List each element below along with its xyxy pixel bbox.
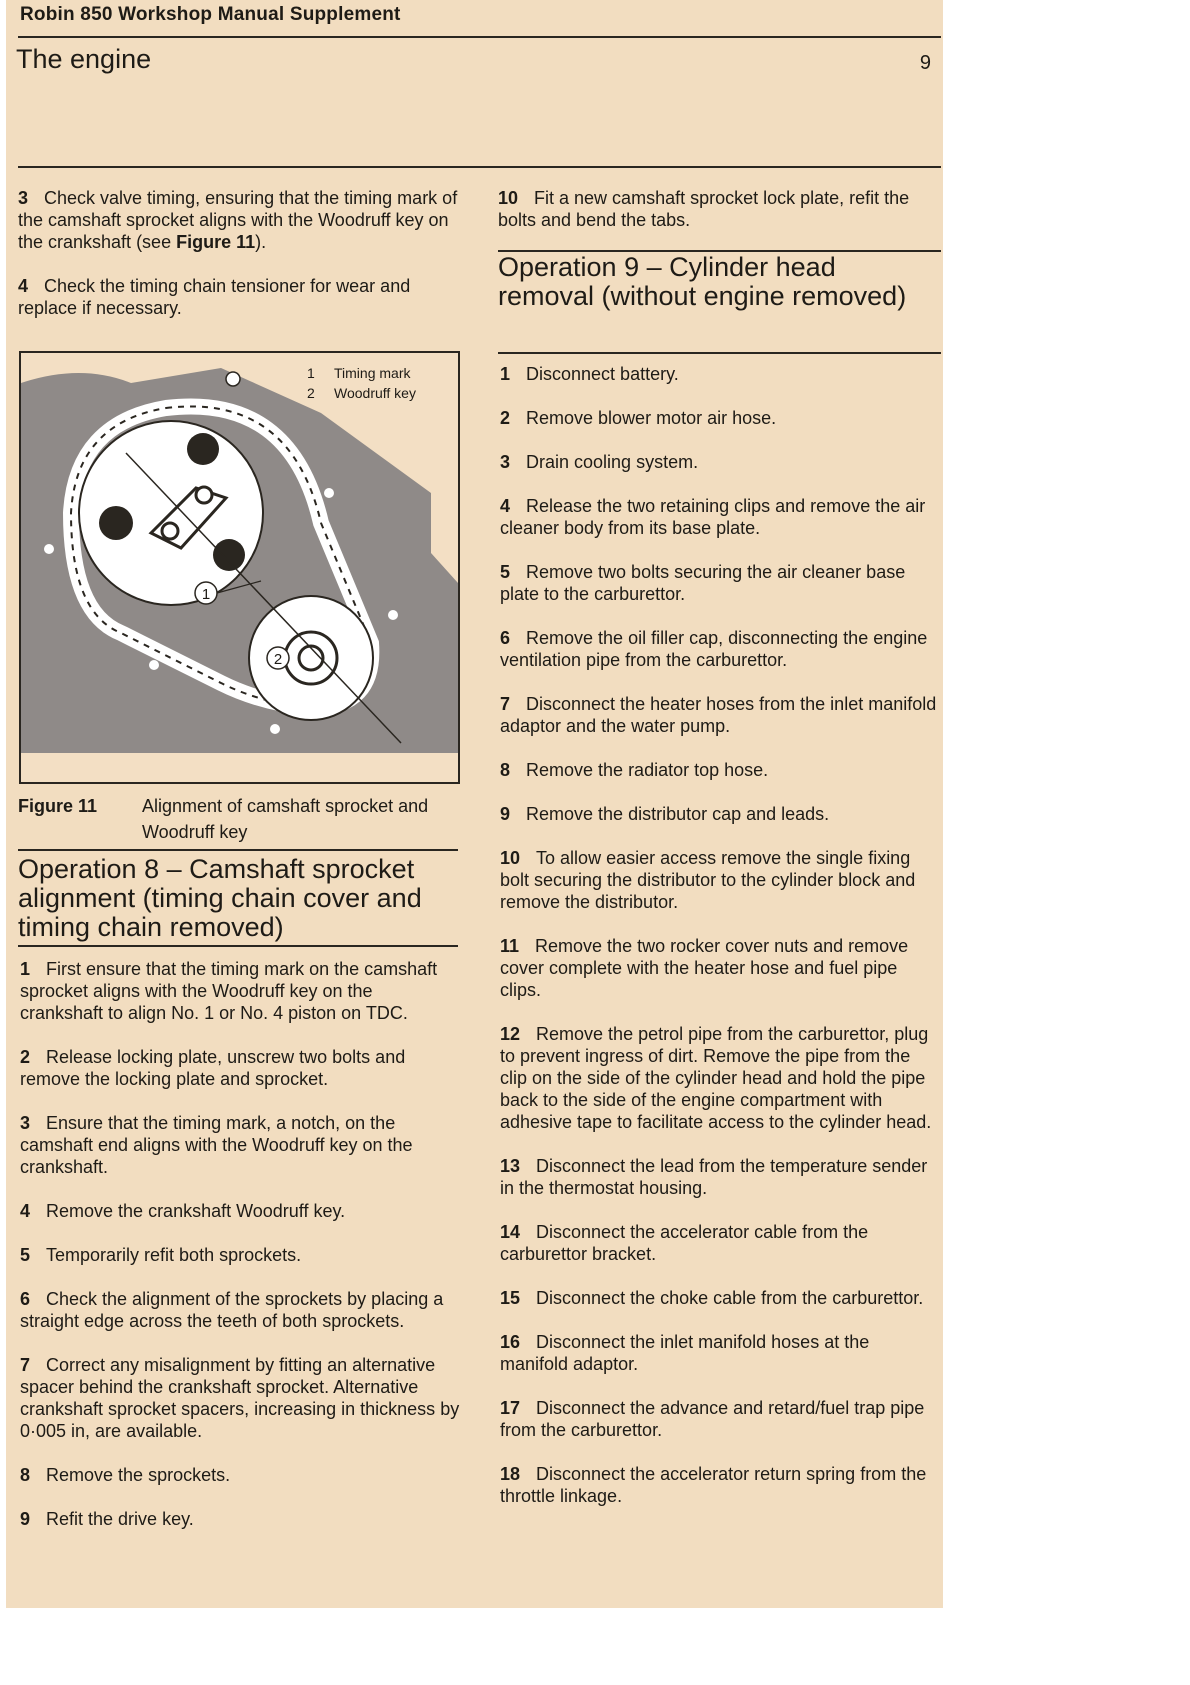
op9-step: 3 Drain cooling system. bbox=[500, 452, 699, 472]
left-intro bbox=[18, 187, 458, 319]
op8-step: 8 Remove the sprockets. bbox=[20, 1465, 231, 1485]
op9-step: 17 Disconnect the advance and retard/fuel trap pipe from the carburettor. bbox=[500, 1398, 925, 1440]
op8-step: 2 Release locking plate, unscrew two bolts and remove the locking plate and sprocket. bbox=[20, 1047, 406, 1089]
figure-label: Figure 11 bbox=[18, 796, 98, 816]
operation-9-title: Operation 9 – Cylinder head removal (without engine removed) bbox=[498, 252, 907, 311]
op9-step: 4 Release the two retaining clips and remove the air cleaner body from its base plate. bbox=[500, 496, 926, 538]
op8-step: 9 Refit the drive key. bbox=[20, 1509, 194, 1529]
op9-step: 8 Remove the radiator top hose. bbox=[500, 760, 769, 780]
op8-step: 7 Correct any misalignment by fitting an alternative spacer behind the crankshaft sprocket. Alternative crankshaft sprocket spacers, increasing in thickness by 0·005 in, are available. bbox=[20, 1355, 460, 1441]
left-step-4: 4 Check the timing chain tensioner for wear and replace if necessary. bbox=[18, 276, 411, 318]
op9-step: 7 Disconnect the heater hoses from the inlet manifold adaptor and the water pump. bbox=[500, 694, 937, 736]
op9-step: 10 To allow easier access remove the single fixing bolt securing the distributor to the cylinder block and remove the distributor. bbox=[500, 848, 916, 912]
op9-step: 18 Disconnect the accelerator return spring from the throttle linkage. bbox=[500, 1464, 927, 1506]
left-step-3: 3 Check valve timing, ensuring that the timing mark of the camshaft sprocket aligns with the Woodruff key on the crankshaft (see Figure 11). bbox=[18, 188, 458, 252]
timing-chain-diagram-icon bbox=[21, 353, 458, 782]
op9-step: 6 Remove the oil filler cap, disconnecting the engine ventilation pipe from the carburettor. bbox=[500, 628, 928, 670]
op8-step: 1 First ensure that the timing mark on the camshaft sprocket aligns with the Woodruff key on the crankshaft to align No. 1 or No. 4 piston on TDC. bbox=[20, 959, 438, 1023]
manual-title: Robin 850 Workshop Manual Supplement bbox=[20, 4, 401, 25]
operation-9 bbox=[498, 253, 938, 311]
op8-step: 6 Check the alignment of the sprockets by placing a straight edge across the teeth of both sprockets. bbox=[20, 1289, 444, 1331]
op9-step: 14 Disconnect the accelerator cable from the carburettor bracket. bbox=[500, 1222, 869, 1264]
op9-bottom-rule bbox=[498, 352, 941, 354]
op9-step: 13 Disconnect the lead from the temperature sender in the thermostat housing. bbox=[500, 1156, 928, 1198]
right-intro bbox=[498, 187, 938, 231]
op8-step: 5 Temporarily refit both sprockets. bbox=[20, 1245, 302, 1265]
figure-reference: Figure 11 bbox=[176, 232, 256, 252]
figure-11 bbox=[19, 351, 460, 784]
right-step-10: 10 Fit a new camshaft sprocket lock plate, refit the bolts and bend the tabs. bbox=[498, 188, 910, 230]
op8-step: 3 Ensure that the timing mark, a notch, on the camshaft end aligns with the Woodruff key on the crankshaft. bbox=[20, 1113, 413, 1177]
op9-step: 2 Remove blower motor air hose. bbox=[500, 408, 777, 428]
legend-item: 1 Timing mark bbox=[307, 365, 411, 381]
figure-caption-text: Alignment of camshaft sprocket and Woodruff key bbox=[142, 796, 429, 842]
op8-top-rule bbox=[18, 849, 458, 851]
callout-2: 2 bbox=[273, 651, 283, 668]
manual-page bbox=[6, 0, 943, 1608]
legend-item: 2 Woodruff key bbox=[307, 385, 416, 401]
op8-step: 4 Remove the crankshaft Woodruff key. bbox=[20, 1201, 346, 1221]
op9-step: 11 Remove the two rocker cover nuts and remove cover complete with the heater hose and fuel pipe clips. bbox=[500, 936, 909, 1000]
operation-8-title: Operation 8 – Camshaft sprocket alignment (timing chain cover and timing chain removed) bbox=[18, 854, 422, 942]
op9-step: 16 Disconnect the inlet manifold hoses at the manifold adaptor. bbox=[500, 1332, 870, 1374]
section-title: The engine bbox=[16, 44, 152, 74]
op9-step: 5 Remove two bolts securing the air cleaner base plate to the carburettor. bbox=[500, 562, 906, 604]
callout-1: 1 bbox=[201, 586, 211, 603]
op9-step: 1 Disconnect battery. bbox=[500, 364, 679, 384]
page-number: 9 bbox=[919, 52, 931, 74]
operation-8-steps bbox=[20, 958, 460, 1530]
op9-step: 9 Remove the distributor cap and leads. bbox=[500, 804, 830, 824]
operation-8 bbox=[18, 855, 462, 942]
operation-9-steps bbox=[500, 363, 940, 1507]
content-top-rule bbox=[18, 166, 941, 168]
op9-step: 12 Remove the petrol pipe from the carburettor, plug to prevent ingress of dirt. Remove the pipe from the clip on the side of the cylinder head and hold the pipe back to the side of the engine compartment with adhesive tape to facilitate access to the cylinder head. bbox=[500, 1024, 932, 1132]
op8-bottom-rule bbox=[18, 945, 458, 947]
op9-step: 15 Disconnect the choke cable from the carburettor. bbox=[500, 1288, 924, 1308]
header-rule bbox=[18, 36, 941, 38]
figure-legend bbox=[307, 363, 416, 403]
